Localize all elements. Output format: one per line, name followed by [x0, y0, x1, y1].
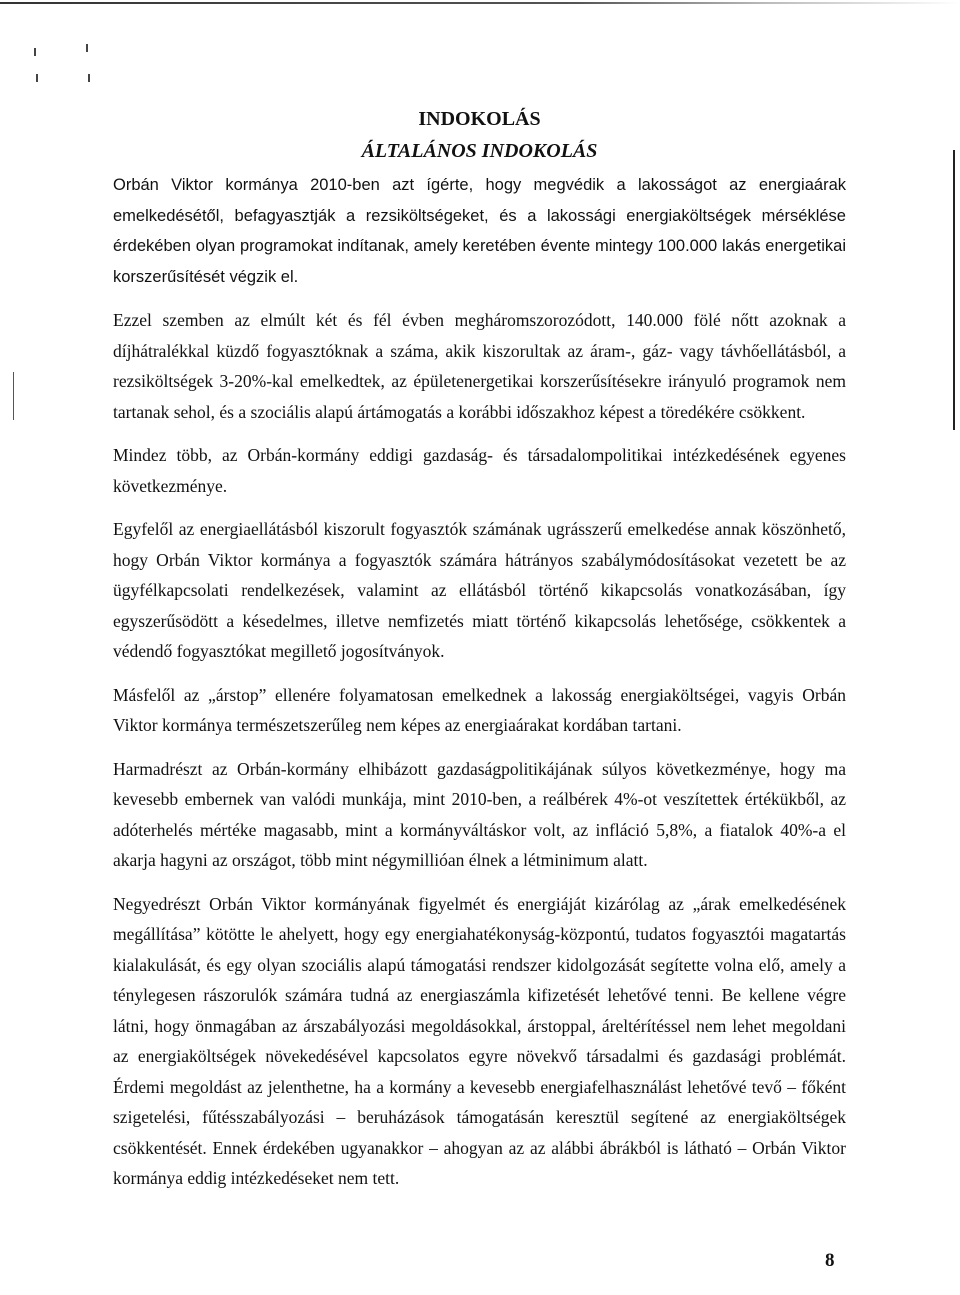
scan-speck — [88, 74, 90, 82]
document-subtitle: ÁLTALÁNOS INDOKOLÁS — [361, 140, 598, 162]
paragraph-4: Egyfelől az energiaellátásból kiszorult fogyasztók számának ugrásszerű emelkedése annak köszönhető, hogy Orbán Viktor kormánya a fogyasztók számára hátrányos szabálymódosításokat vezetett be az ügyfélkapcsolati rendelkezések, valamint az ellátásból történő kikapcsolás vonatkozásában, így egyszerűsödött a késedelmes, illetve nemfizetés miatt történő kikapcsolás lehetősége, csökkentek a védendő fogyasztókat megillető jogosítványok. — [113, 519, 846, 661]
paragraph-2: Ezzel szemben az elmúlt két és fél évben megháromszorozódott, 140.000 fölé nőtt azoknak a díjhátralékkal küzdő fogyasztóknak a száma, akik kiszorultak az áram-, gáz- vagy távhőellátásból, a rezsiköltségek 3-20%-kal emelkedtek, az épületenergetikai korszerűsítésekre irányuló programok nem tartanak sehol, és a szociális alapú ártámogatás a korábbi időszakhoz képest a töredékére csökkent. — [113, 310, 846, 422]
paragraph-7: Negyedrészt Orbán Viktor kormányának figyelmét és energiáját kizárólag az „árak emelkedésének megállítása” kötötte le ahelyett, hogy egy energiahatékonyság-központú, tudatos fogyasztói magatartás kialakulását, és egy olyan szociális alapú támogatási rendszer kidolgozását segítette volna elő, amely a ténylegesen rászorulók számára tudná az energiaszámla kifizetését lehetővé tenni. Be kellene végre látni, hogy önmagában az árszabályozási megoldásokkal, árstoppal, áreltérítéssel nem lehet megoldani az energiaköltségek növekedésével kapcsolatos egyre növekvő társadalmi és gazdasági problémát. Érdemi megoldást az jelenthetne, ha a kormány a kevesebb energiafelhasználást lehetővé tevő – főként szigetelési, fűtésszabályozási – beruházások támogatásán keresztül segítené az energiaköltségek csökkentését. Ennek érdekében ugyanakkor – ahogyan az az alábbi ábrákból is látható – Orbán Viktor kormánya eddig intézkedéseket nem tett. — [113, 893, 846, 1188]
paragraph-1: Orbán Viktor kormánya 2010-ben azt ígérte, hogy megvédik a lakosságot az energiaárak emelkedésétől, befagyasztják a rezsiköltségeket, és a lakossági energiaköltségek mérséklése érdekében olyan programokat indítanak, amely keretében évente mintegy 100.000 lakás energetikai korszerűsítését végzik el. — [113, 176, 846, 286]
document-body — [113, 100, 846, 1207]
scan-speck — [86, 44, 88, 52]
paragraph-3: Mindez több, az Orbán-kormány eddigi gazdaság- és társadalompolitikai intézkedésének egyenes következménye. — [113, 445, 846, 496]
scan-speck — [34, 48, 36, 56]
paragraph-6: Harmadrészt az Orbán-kormány elhibázott gazdaságpolitikájának súlyos következménye, hogy ma kevesebb embernek van valódi munkája, mint 2010-ben, a reálbérek 4%-ot veszítettek értékükből, az adóterhelés mértéke magasabb, mint a kormányváltáskor volt, az infláció 5,8%, a fiatalok 40%-a el akarja hagyni az országot, több mint négymillióan élnek a létminimum alatt. — [113, 758, 846, 870]
document-title: INDOKOLÁS — [418, 108, 541, 130]
paragraph-5: Másfelől az „árstop” ellenére folyamatosan emelkednek a lakosság energiaköltségei, vagyis Orbán Viktor kormánya természetszerűleg nem képes az energiaárakat kordában tartani. — [113, 684, 846, 735]
right-margin-rule — [953, 150, 955, 430]
top-scan-rule — [0, 2, 960, 4]
scan-speck — [36, 74, 38, 82]
left-margin-mark — [13, 372, 14, 420]
page-number: 8 — [825, 1250, 835, 1271]
